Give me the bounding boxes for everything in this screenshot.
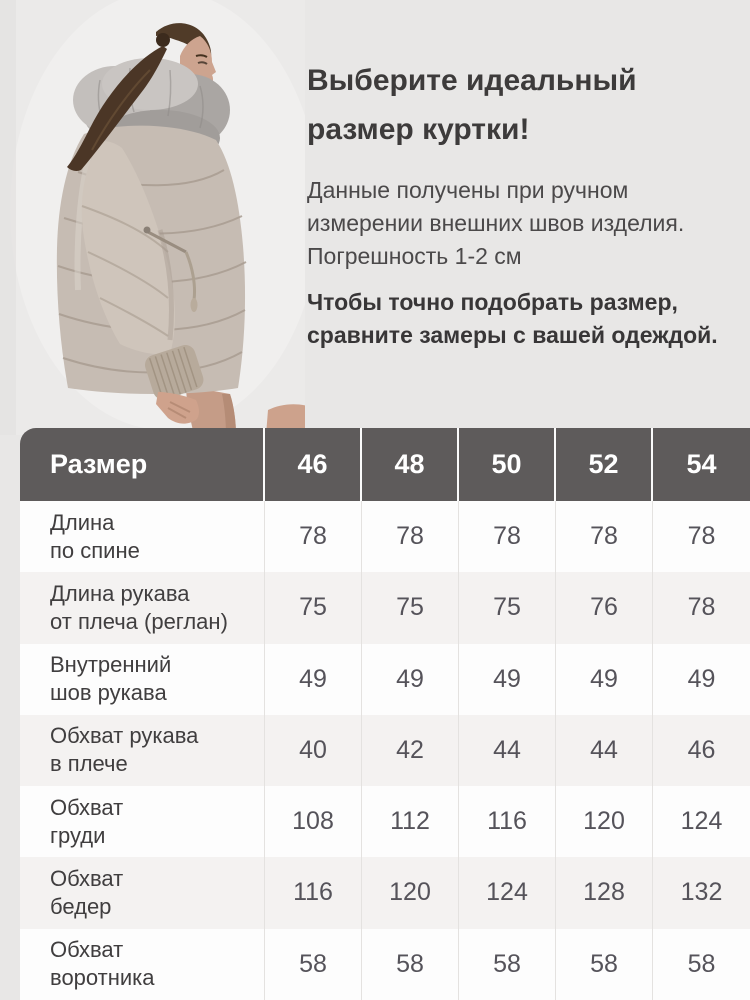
- table-row-collar-girth: [20, 929, 750, 1000]
- size-value: 116: [265, 857, 362, 928]
- table-row-chest-girth: [20, 786, 750, 857]
- model-photo: [0, 0, 305, 435]
- size-value: 78: [687, 522, 716, 551]
- table-row-back-length: [20, 501, 750, 572]
- size-table: [20, 428, 750, 1000]
- row-label: Длина рукава от плеча (реглан): [20, 572, 265, 643]
- header-cell-50: 50: [459, 428, 556, 501]
- page-title-line1: Выберите идеальный: [307, 64, 637, 97]
- header-cell-52: 52: [556, 428, 653, 501]
- size-value: 75: [362, 572, 459, 643]
- header-cell-48: 48: [362, 428, 459, 501]
- size-value: 49: [265, 644, 362, 715]
- size-value: 78: [265, 501, 362, 572]
- size-advice-note: Чтобы точно подобрать размер, сравните замеры с вашей одеждой.: [307, 289, 718, 348]
- size-value: 78: [556, 501, 653, 572]
- size-value: 116: [459, 786, 556, 857]
- size-value: 128: [556, 857, 653, 928]
- size-value: 120: [556, 786, 653, 857]
- size-value: 58: [556, 929, 653, 1000]
- size-value: 49: [556, 644, 653, 715]
- size-value: 112: [362, 786, 459, 857]
- size-value: 132: [680, 878, 723, 907]
- size-value: 58: [687, 949, 716, 978]
- row-label: Обхват груди: [20, 786, 265, 857]
- hero-text-block: [307, 0, 737, 352]
- size-value: 49: [362, 644, 459, 715]
- size-value: 44: [459, 715, 556, 786]
- table-row-sleeve-length: [20, 572, 750, 643]
- row-label: Внутренний шов рукава: [20, 644, 265, 715]
- size-value: 76: [556, 572, 653, 643]
- size-value: 78: [459, 501, 556, 572]
- size-value: 49: [687, 664, 716, 693]
- header-cell-46: 46: [265, 428, 362, 501]
- row-label: Обхват рукава в плече: [20, 715, 265, 786]
- size-value: 124: [680, 807, 723, 836]
- row-label: Обхват воротника: [20, 929, 265, 1000]
- size-value: 78: [362, 501, 459, 572]
- size-value: 42: [362, 715, 459, 786]
- measurement-disclaimer: Данные получены при ручном измерении внешних швов изделия. Погрешность 1-2 см: [307, 177, 685, 269]
- size-value: 108: [265, 786, 362, 857]
- size-table-header-row: [20, 428, 750, 501]
- table-row-shoulder-sleeve-girth: [20, 715, 750, 786]
- size-value: 58: [459, 929, 556, 1000]
- size-value: 120: [362, 857, 459, 928]
- size-table-body: [20, 501, 750, 1000]
- row-label: Обхват бедер: [20, 857, 265, 928]
- size-value: 78: [687, 593, 716, 622]
- page-title-line2: размер куртки!: [307, 113, 530, 146]
- header-cell-54: 54: [653, 428, 750, 501]
- size-value: 58: [265, 929, 362, 1000]
- size-value: 40: [265, 715, 362, 786]
- size-value: 46: [687, 735, 716, 764]
- size-value: 124: [459, 857, 556, 928]
- page-title: [307, 56, 737, 154]
- size-value: 58: [362, 929, 459, 1000]
- size-value: 44: [556, 715, 653, 786]
- size-value: 49: [459, 644, 556, 715]
- row-label: Длина по спине: [20, 501, 265, 572]
- table-row-inner-sleeve-seam: [20, 644, 750, 715]
- header-cell-size: Размер: [20, 428, 265, 501]
- size-value: 75: [459, 572, 556, 643]
- table-row-hip-girth: [20, 857, 750, 928]
- size-value: 75: [265, 572, 362, 643]
